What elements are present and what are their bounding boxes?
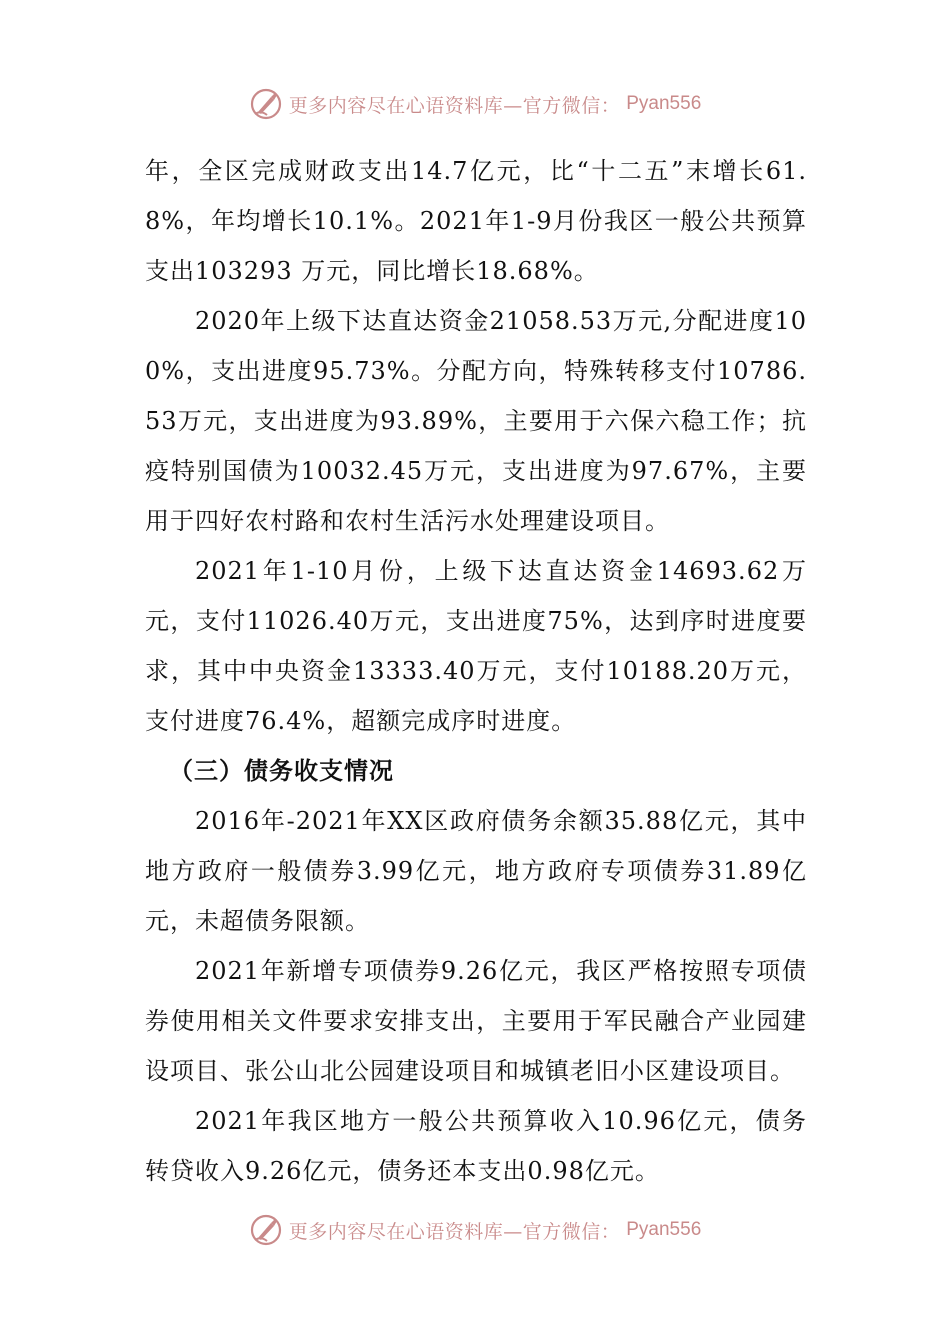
watermark-text: 更多内容尽在心语资料库—官方微信： <box>288 1220 621 1243</box>
pen-nib-logo-icon <box>249 1213 283 1247</box>
watermark-handle: Pyan556 <box>626 93 702 114</box>
watermark-handle: Pyan556 <box>626 1219 702 1240</box>
watermark-text: 更多内容尽在心语资料库—官方微信： <box>288 94 621 117</box>
paragraph-debt-balance: 2016年-2021年XX区政府债务余额35.88亿元，其中地方政府一般债券3.99亿元，地方政府专项债券31.89亿元，未超债务限额。 <box>145 807 807 935</box>
pen-nib-logo-icon <box>249 87 283 121</box>
paragraph-direct-funds-2021: 2021年1-10月份，上级下达直达资金14693.62万元，支付11026.40万元，支出进度75%，达到序时进度要求，其中中央资金13333.40万元，支付10188.20万元，支付进度76.4%，超额完成序时进度。 <box>145 557 807 735</box>
paragraph-expenditure: 年，全区完成财政支出14.7亿元，比“十二五”末增长61.8%，年均增长10.1%。2021年1-9月份我区一般公共预算支出103293 万元，同比增长18.68%。 <box>145 157 807 285</box>
paragraph-special-bonds: 2021年新增专项债券9.26亿元，我区严格按照专项债券使用相关文件要求安排支出，主要用于军民融合产业园建设项目、张公山北公园建设项目和城镇老旧小区建设项目。 <box>145 957 807 1085</box>
paragraph-direct-funds-2020: 2020年上级下达直达资金21058.53万元,分配进度100%，支出进度95.73%。分配方向，特殊转移支付10786.53万元，支出进度为93.89%，主要用于六保六稳工作；抗疫特别国债为10032.45万元，支出进度为97.67%，主要用于四好农村路和农村生活污水处理建设项目。 <box>145 307 807 535</box>
header-watermark <box>0 84 950 124</box>
section-heading-debt: （三）债务收支情况 <box>169 757 394 785</box>
paragraph-budget-revenue: 2021年我区地方一般公共预算收入10.96亿元，债务转贷收入9.26亿元，债务还本支出0.98亿元。 <box>145 1107 807 1185</box>
document-body <box>145 146 807 1196</box>
footer-watermark <box>0 1210 950 1250</box>
